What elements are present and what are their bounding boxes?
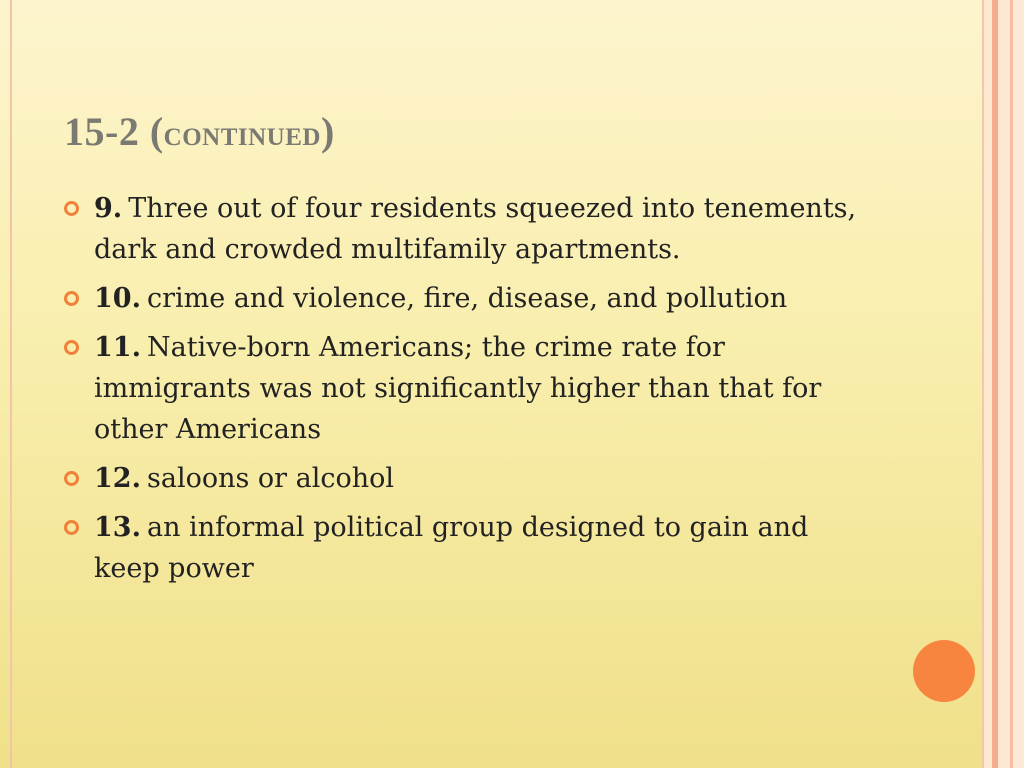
bullet-circle-icon — [64, 520, 79, 535]
bullet-text: crime and violence, fire, disease, and pollution — [146, 283, 788, 314]
right-decorative-stripes — [978, 0, 1024, 768]
bullet-item — [62, 188, 862, 270]
bullet-item — [62, 458, 862, 499]
slide-title-main: 15-2 ( — [64, 109, 164, 154]
decorative-circle-icon — [913, 640, 975, 702]
bullet-circle-icon — [64, 340, 79, 355]
bullet-list — [62, 188, 862, 597]
bullet-item — [62, 327, 862, 450]
bullet-circle-icon — [64, 201, 79, 216]
slide-title — [64, 108, 335, 155]
bullet-circle-icon — [64, 471, 79, 486]
bullet-number: 11. — [94, 332, 141, 363]
bullet-number: 13. — [94, 512, 141, 543]
bullet-text: an informal political group designed to gain and keep power — [94, 512, 809, 584]
bullet-number: 12. — [94, 463, 141, 494]
bullet-item — [62, 278, 862, 319]
bullet-text: Three out of four residents squeezed into tenements, dark and crowded multifamily apartments. — [94, 193, 857, 265]
left-border-rule — [10, 0, 12, 768]
bullet-number: 9. — [94, 193, 123, 224]
slide-title-smallcaps: continued — [163, 113, 321, 153]
slide-title-end: ) — [320, 109, 335, 154]
bullet-circle-icon — [64, 291, 79, 306]
bullet-number: 10. — [94, 283, 141, 314]
bullet-item — [62, 507, 862, 589]
bullet-text: Native-born Americans; the crime rate for immigrants was not significantly higher than that for other Americans — [94, 332, 822, 445]
bullet-text: saloons or alcohol — [146, 463, 395, 494]
